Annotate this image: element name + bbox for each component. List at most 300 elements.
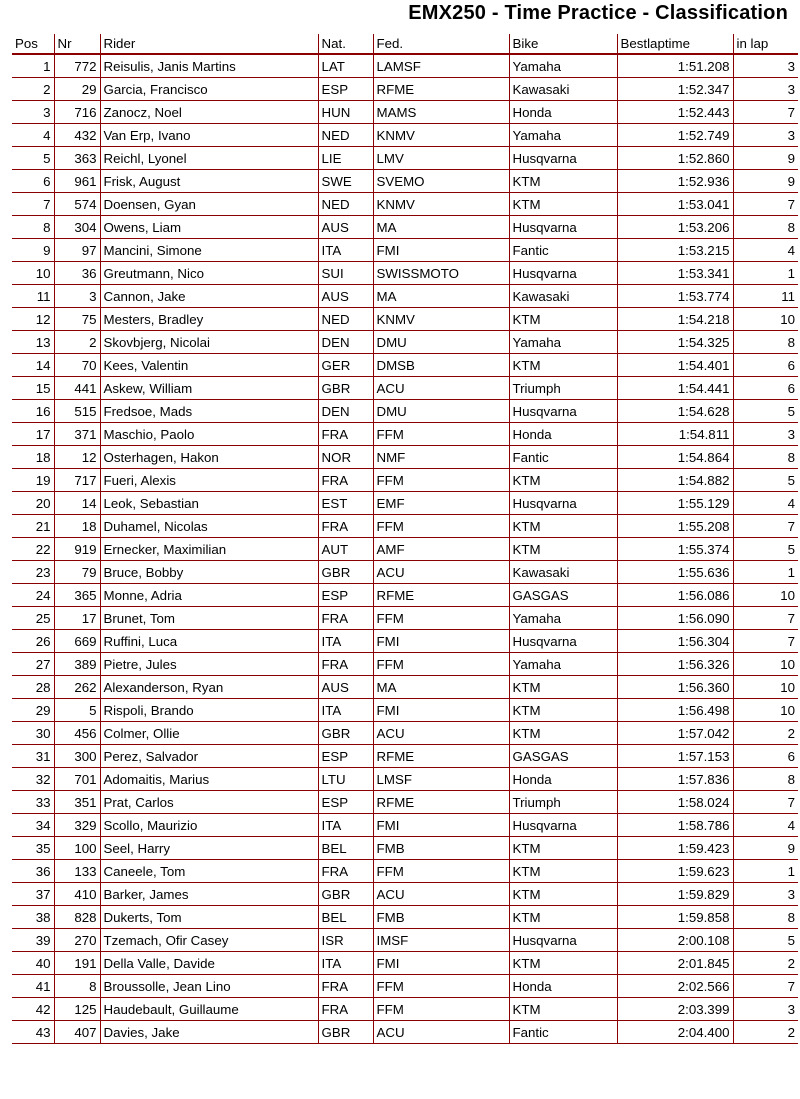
cell-nat: AUT bbox=[318, 538, 373, 561]
cell-nr: 304 bbox=[54, 216, 100, 239]
cell-nr: 701 bbox=[54, 768, 100, 791]
cell-pos: 37 bbox=[12, 883, 54, 906]
cell-in-lap: 3 bbox=[733, 54, 798, 78]
cell-nat: EST bbox=[318, 492, 373, 515]
cell-bestlaptime: 2:02.566 bbox=[617, 975, 733, 998]
cell-bike: KTM bbox=[509, 469, 617, 492]
cell-fed: RFME bbox=[373, 584, 509, 607]
cell-nr: 18 bbox=[54, 515, 100, 538]
cell-nr: 36 bbox=[54, 262, 100, 285]
cell-fed: AMF bbox=[373, 538, 509, 561]
cell-in-lap: 3 bbox=[733, 998, 798, 1021]
cell-bike: Honda bbox=[509, 975, 617, 998]
header-row bbox=[12, 34, 798, 54]
cell-fed: KNMV bbox=[373, 193, 509, 216]
cell-fed: DMU bbox=[373, 331, 509, 354]
cell-rider: Leok, Sebastian bbox=[100, 492, 318, 515]
cell-rider: Fredsoe, Mads bbox=[100, 400, 318, 423]
cell-nr: 441 bbox=[54, 377, 100, 400]
cell-bike: KTM bbox=[509, 676, 617, 699]
cell-bike: Kawasaki bbox=[509, 561, 617, 584]
cell-nr: 772 bbox=[54, 54, 100, 78]
cell-in-lap: 8 bbox=[733, 906, 798, 929]
table-row bbox=[12, 607, 798, 630]
table-row bbox=[12, 561, 798, 584]
table-row bbox=[12, 124, 798, 147]
cell-bestlaptime: 1:54.628 bbox=[617, 400, 733, 423]
cell-in-lap: 5 bbox=[733, 538, 798, 561]
cell-fed: DMSB bbox=[373, 354, 509, 377]
cell-rider: Della Valle, Davide bbox=[100, 952, 318, 975]
cell-pos: 20 bbox=[12, 492, 54, 515]
cell-rider: Osterhagen, Hakon bbox=[100, 446, 318, 469]
cell-pos: 7 bbox=[12, 193, 54, 216]
cell-bike: Triumph bbox=[509, 377, 617, 400]
table-row bbox=[12, 515, 798, 538]
cell-in-lap: 10 bbox=[733, 699, 798, 722]
cell-pos: 3 bbox=[12, 101, 54, 124]
cell-bestlaptime: 1:53.041 bbox=[617, 193, 733, 216]
cell-rider: Alexanderson, Ryan bbox=[100, 676, 318, 699]
cell-bike: KTM bbox=[509, 170, 617, 193]
cell-rider: Caneele, Tom bbox=[100, 860, 318, 883]
table-row bbox=[12, 1021, 798, 1044]
cell-in-lap: 8 bbox=[733, 446, 798, 469]
cell-pos: 22 bbox=[12, 538, 54, 561]
cell-in-lap: 10 bbox=[733, 653, 798, 676]
cell-nr: 410 bbox=[54, 883, 100, 906]
cell-bestlaptime: 1:55.374 bbox=[617, 538, 733, 561]
cell-nat: DEN bbox=[318, 331, 373, 354]
cell-nat: GER bbox=[318, 354, 373, 377]
cell-in-lap: 4 bbox=[733, 239, 798, 262]
table-row bbox=[12, 193, 798, 216]
cell-in-lap: 6 bbox=[733, 745, 798, 768]
cell-in-lap: 1 bbox=[733, 262, 798, 285]
cell-bike: Husqvarna bbox=[509, 147, 617, 170]
cell-nr: 432 bbox=[54, 124, 100, 147]
cell-rider: Perez, Salvador bbox=[100, 745, 318, 768]
cell-nat: GBR bbox=[318, 1021, 373, 1044]
cell-fed: FMI bbox=[373, 239, 509, 262]
cell-bestlaptime: 1:54.811 bbox=[617, 423, 733, 446]
cell-pos: 25 bbox=[12, 607, 54, 630]
cell-bestlaptime: 1:52.936 bbox=[617, 170, 733, 193]
cell-pos: 18 bbox=[12, 446, 54, 469]
header-fed: Fed. bbox=[373, 34, 509, 54]
header-bestlaptime: Bestlaptime bbox=[617, 34, 733, 54]
cell-nat: FRA bbox=[318, 515, 373, 538]
table-row bbox=[12, 883, 798, 906]
cell-nat: BEL bbox=[318, 906, 373, 929]
cell-fed: SVEMO bbox=[373, 170, 509, 193]
cell-fed: ACU bbox=[373, 561, 509, 584]
cell-bike: Honda bbox=[509, 768, 617, 791]
cell-bike: GASGAS bbox=[509, 584, 617, 607]
cell-bestlaptime: 1:53.341 bbox=[617, 262, 733, 285]
cell-in-lap: 7 bbox=[733, 101, 798, 124]
cell-nat: ESP bbox=[318, 791, 373, 814]
cell-nat: ITA bbox=[318, 952, 373, 975]
cell-bestlaptime: 1:58.024 bbox=[617, 791, 733, 814]
cell-pos: 35 bbox=[12, 837, 54, 860]
table-row bbox=[12, 239, 798, 262]
cell-fed: EMF bbox=[373, 492, 509, 515]
table-row bbox=[12, 262, 798, 285]
cell-rider: Davies, Jake bbox=[100, 1021, 318, 1044]
cell-nr: 133 bbox=[54, 860, 100, 883]
cell-nat: GBR bbox=[318, 377, 373, 400]
cell-bike: Fantic bbox=[509, 446, 617, 469]
cell-pos: 43 bbox=[12, 1021, 54, 1044]
table-row bbox=[12, 814, 798, 837]
cell-bestlaptime: 1:55.636 bbox=[617, 561, 733, 584]
cell-pos: 41 bbox=[12, 975, 54, 998]
cell-fed: RFME bbox=[373, 745, 509, 768]
cell-nat: LTU bbox=[318, 768, 373, 791]
cell-bike: Yamaha bbox=[509, 607, 617, 630]
cell-rider: Reisulis, Janis Martins bbox=[100, 54, 318, 78]
table-row bbox=[12, 745, 798, 768]
cell-pos: 30 bbox=[12, 722, 54, 745]
cell-nat: FRA bbox=[318, 975, 373, 998]
cell-in-lap: 1 bbox=[733, 561, 798, 584]
table-row bbox=[12, 469, 798, 492]
cell-nat: NED bbox=[318, 308, 373, 331]
cell-fed: IMSF bbox=[373, 929, 509, 952]
cell-pos: 40 bbox=[12, 952, 54, 975]
table-row bbox=[12, 975, 798, 998]
cell-in-lap: 3 bbox=[733, 78, 798, 101]
table-row bbox=[12, 653, 798, 676]
cell-nr: 300 bbox=[54, 745, 100, 768]
cell-fed: MA bbox=[373, 676, 509, 699]
table-row bbox=[12, 423, 798, 446]
cell-nr: 12 bbox=[54, 446, 100, 469]
table-row bbox=[12, 400, 798, 423]
cell-fed: FFM bbox=[373, 860, 509, 883]
cell-rider: Colmer, Ollie bbox=[100, 722, 318, 745]
cell-rider: Kees, Valentin bbox=[100, 354, 318, 377]
cell-bestlaptime: 1:52.860 bbox=[617, 147, 733, 170]
cell-in-lap: 10 bbox=[733, 584, 798, 607]
cell-rider: Zanocz, Noel bbox=[100, 101, 318, 124]
cell-nat: LAT bbox=[318, 54, 373, 78]
table-row bbox=[12, 952, 798, 975]
cell-in-lap: 7 bbox=[733, 193, 798, 216]
cell-pos: 19 bbox=[12, 469, 54, 492]
cell-fed: FMI bbox=[373, 952, 509, 975]
cell-in-lap: 4 bbox=[733, 814, 798, 837]
cell-in-lap: 9 bbox=[733, 837, 798, 860]
cell-pos: 5 bbox=[12, 147, 54, 170]
cell-in-lap: 9 bbox=[733, 170, 798, 193]
cell-nr: 14 bbox=[54, 492, 100, 515]
cell-fed: KNMV bbox=[373, 124, 509, 147]
table-row bbox=[12, 676, 798, 699]
cell-bestlaptime: 1:55.129 bbox=[617, 492, 733, 515]
cell-nr: 828 bbox=[54, 906, 100, 929]
cell-bike: KTM bbox=[509, 699, 617, 722]
cell-bestlaptime: 1:56.326 bbox=[617, 653, 733, 676]
cell-bike: Husqvarna bbox=[509, 262, 617, 285]
table-row bbox=[12, 331, 798, 354]
cell-rider: Doensen, Gyan bbox=[100, 193, 318, 216]
cell-nr: 270 bbox=[54, 929, 100, 952]
cell-rider: Adomaitis, Marius bbox=[100, 768, 318, 791]
cell-pos: 33 bbox=[12, 791, 54, 814]
cell-nat: ESP bbox=[318, 584, 373, 607]
cell-rider: Skovbjerg, Nicolai bbox=[100, 331, 318, 354]
cell-fed: LAMSF bbox=[373, 54, 509, 78]
cell-bike: KTM bbox=[509, 722, 617, 745]
cell-fed: FFM bbox=[373, 469, 509, 492]
cell-in-lap: 11 bbox=[733, 285, 798, 308]
cell-bike: Honda bbox=[509, 423, 617, 446]
cell-fed: MA bbox=[373, 285, 509, 308]
cell-bestlaptime: 1:57.042 bbox=[617, 722, 733, 745]
cell-fed: DMU bbox=[373, 400, 509, 423]
cell-in-lap: 3 bbox=[733, 883, 798, 906]
cell-bike: Husqvarna bbox=[509, 630, 617, 653]
cell-bike: KTM bbox=[509, 883, 617, 906]
header-in-lap: in lap bbox=[733, 34, 798, 54]
cell-bike: Honda bbox=[509, 101, 617, 124]
cell-nat: SUI bbox=[318, 262, 373, 285]
cell-bike: Yamaha bbox=[509, 331, 617, 354]
cell-pos: 27 bbox=[12, 653, 54, 676]
cell-bestlaptime: 2:01.845 bbox=[617, 952, 733, 975]
cell-in-lap: 6 bbox=[733, 354, 798, 377]
cell-in-lap: 2 bbox=[733, 1021, 798, 1044]
classification-table bbox=[12, 34, 798, 1044]
cell-fed: MAMS bbox=[373, 101, 509, 124]
cell-fed: NMF bbox=[373, 446, 509, 469]
cell-bestlaptime: 1:56.086 bbox=[617, 584, 733, 607]
cell-pos: 39 bbox=[12, 929, 54, 952]
cell-pos: 6 bbox=[12, 170, 54, 193]
cell-bike: KTM bbox=[509, 952, 617, 975]
cell-fed: RFME bbox=[373, 791, 509, 814]
cell-nr: 669 bbox=[54, 630, 100, 653]
table-row bbox=[12, 860, 798, 883]
cell-rider: Ernecker, Maximilian bbox=[100, 538, 318, 561]
cell-nr: 329 bbox=[54, 814, 100, 837]
cell-bestlaptime: 1:52.749 bbox=[617, 124, 733, 147]
cell-in-lap: 5 bbox=[733, 929, 798, 952]
cell-nat: AUS bbox=[318, 285, 373, 308]
cell-nr: 191 bbox=[54, 952, 100, 975]
cell-nat: HUN bbox=[318, 101, 373, 124]
cell-nr: 919 bbox=[54, 538, 100, 561]
table-row bbox=[12, 998, 798, 1021]
cell-nat: FRA bbox=[318, 423, 373, 446]
cell-nat: SWE bbox=[318, 170, 373, 193]
cell-bike: Triumph bbox=[509, 791, 617, 814]
cell-rider: Haudebault, Guillaume bbox=[100, 998, 318, 1021]
cell-nr: 2 bbox=[54, 331, 100, 354]
cell-bike: Husqvarna bbox=[509, 814, 617, 837]
cell-in-lap: 7 bbox=[733, 975, 798, 998]
cell-bike: Kawasaki bbox=[509, 285, 617, 308]
cell-rider: Duhamel, Nicolas bbox=[100, 515, 318, 538]
cell-fed: FMB bbox=[373, 906, 509, 929]
cell-bestlaptime: 1:54.441 bbox=[617, 377, 733, 400]
cell-rider: Prat, Carlos bbox=[100, 791, 318, 814]
cell-bestlaptime: 1:59.623 bbox=[617, 860, 733, 883]
cell-rider: Ruffini, Luca bbox=[100, 630, 318, 653]
cell-bike: Yamaha bbox=[509, 653, 617, 676]
cell-pos: 24 bbox=[12, 584, 54, 607]
cell-bestlaptime: 1:56.090 bbox=[617, 607, 733, 630]
cell-nr: 363 bbox=[54, 147, 100, 170]
cell-rider: Brunet, Tom bbox=[100, 607, 318, 630]
table-row bbox=[12, 538, 798, 561]
cell-bike: Kawasaki bbox=[509, 78, 617, 101]
cell-nat: FRA bbox=[318, 653, 373, 676]
cell-bike: KTM bbox=[509, 308, 617, 331]
cell-rider: Mancini, Simone bbox=[100, 239, 318, 262]
cell-rider: Cannon, Jake bbox=[100, 285, 318, 308]
cell-fed: KNMV bbox=[373, 308, 509, 331]
cell-nr: 8 bbox=[54, 975, 100, 998]
cell-bike: KTM bbox=[509, 193, 617, 216]
cell-fed: ACU bbox=[373, 377, 509, 400]
cell-bestlaptime: 1:56.304 bbox=[617, 630, 733, 653]
cell-nr: 97 bbox=[54, 239, 100, 262]
cell-bestlaptime: 2:03.399 bbox=[617, 998, 733, 1021]
table-row bbox=[12, 285, 798, 308]
table-row bbox=[12, 492, 798, 515]
cell-nr: 17 bbox=[54, 607, 100, 630]
cell-pos: 15 bbox=[12, 377, 54, 400]
cell-nr: 389 bbox=[54, 653, 100, 676]
cell-bestlaptime: 1:54.864 bbox=[617, 446, 733, 469]
cell-rider: Seel, Harry bbox=[100, 837, 318, 860]
cell-pos: 2 bbox=[12, 78, 54, 101]
cell-nat: FRA bbox=[318, 860, 373, 883]
cell-nr: 5 bbox=[54, 699, 100, 722]
cell-bike: Husqvarna bbox=[509, 216, 617, 239]
cell-in-lap: 7 bbox=[733, 630, 798, 653]
cell-pos: 32 bbox=[12, 768, 54, 791]
cell-in-lap: 10 bbox=[733, 308, 798, 331]
cell-bestlaptime: 1:58.786 bbox=[617, 814, 733, 837]
cell-rider: Broussolle, Jean Lino bbox=[100, 975, 318, 998]
cell-nr: 407 bbox=[54, 1021, 100, 1044]
cell-nr: 961 bbox=[54, 170, 100, 193]
cell-in-lap: 8 bbox=[733, 768, 798, 791]
cell-rider: Monne, Adria bbox=[100, 584, 318, 607]
cell-nat: ITA bbox=[318, 630, 373, 653]
cell-bestlaptime: 1:59.829 bbox=[617, 883, 733, 906]
cell-fed: FFM bbox=[373, 653, 509, 676]
table-row bbox=[12, 929, 798, 952]
table-row bbox=[12, 584, 798, 607]
cell-bestlaptime: 1:54.882 bbox=[617, 469, 733, 492]
cell-in-lap: 3 bbox=[733, 124, 798, 147]
table-row bbox=[12, 101, 798, 124]
cell-fed: FFM bbox=[373, 423, 509, 446]
cell-bike: KTM bbox=[509, 837, 617, 860]
cell-bike: Fantic bbox=[509, 239, 617, 262]
cell-nat: GBR bbox=[318, 722, 373, 745]
cell-nr: 371 bbox=[54, 423, 100, 446]
cell-bestlaptime: 1:56.360 bbox=[617, 676, 733, 699]
cell-rider: Tzemach, Ofir Casey bbox=[100, 929, 318, 952]
cell-in-lap: 5 bbox=[733, 400, 798, 423]
cell-bestlaptime: 1:54.401 bbox=[617, 354, 733, 377]
header-pos: Pos bbox=[12, 34, 54, 54]
cell-pos: 38 bbox=[12, 906, 54, 929]
cell-bike: KTM bbox=[509, 515, 617, 538]
cell-fed: ACU bbox=[373, 883, 509, 906]
cell-bestlaptime: 1:57.153 bbox=[617, 745, 733, 768]
table-row bbox=[12, 170, 798, 193]
cell-pos: 14 bbox=[12, 354, 54, 377]
cell-pos: 21 bbox=[12, 515, 54, 538]
cell-in-lap: 10 bbox=[733, 676, 798, 699]
cell-fed: FMI bbox=[373, 699, 509, 722]
cell-fed: FMI bbox=[373, 814, 509, 837]
table-row bbox=[12, 446, 798, 469]
cell-in-lap: 4 bbox=[733, 492, 798, 515]
cell-bestlaptime: 1:56.498 bbox=[617, 699, 733, 722]
cell-bike: GASGAS bbox=[509, 745, 617, 768]
cell-pos: 4 bbox=[12, 124, 54, 147]
header-bike: Bike bbox=[509, 34, 617, 54]
table-row bbox=[12, 147, 798, 170]
cell-fed: FFM bbox=[373, 607, 509, 630]
cell-bestlaptime: 1:57.836 bbox=[617, 768, 733, 791]
cell-nr: 365 bbox=[54, 584, 100, 607]
cell-nat: ITA bbox=[318, 239, 373, 262]
cell-nr: 574 bbox=[54, 193, 100, 216]
cell-pos: 11 bbox=[12, 285, 54, 308]
cell-rider: Dukerts, Tom bbox=[100, 906, 318, 929]
cell-pos: 10 bbox=[12, 262, 54, 285]
cell-nat: BEL bbox=[318, 837, 373, 860]
cell-bestlaptime: 2:00.108 bbox=[617, 929, 733, 952]
cell-fed: SWISSMOTO bbox=[373, 262, 509, 285]
cell-pos: 9 bbox=[12, 239, 54, 262]
cell-nat: AUS bbox=[318, 676, 373, 699]
table-row bbox=[12, 216, 798, 239]
cell-bestlaptime: 1:53.774 bbox=[617, 285, 733, 308]
cell-bestlaptime: 1:54.325 bbox=[617, 331, 733, 354]
cell-rider: Bruce, Bobby bbox=[100, 561, 318, 584]
cell-in-lap: 7 bbox=[733, 607, 798, 630]
cell-nr: 3 bbox=[54, 285, 100, 308]
cell-fed: FFM bbox=[373, 998, 509, 1021]
cell-fed: RFME bbox=[373, 78, 509, 101]
cell-nr: 125 bbox=[54, 998, 100, 1021]
cell-bike: KTM bbox=[509, 354, 617, 377]
cell-bike: Yamaha bbox=[509, 54, 617, 78]
cell-rider: Van Erp, Ivano bbox=[100, 124, 318, 147]
cell-nat: GBR bbox=[318, 561, 373, 584]
cell-bestlaptime: 1:51.208 bbox=[617, 54, 733, 78]
cell-fed: ACU bbox=[373, 1021, 509, 1044]
header-rider: Rider bbox=[100, 34, 318, 54]
cell-nr: 75 bbox=[54, 308, 100, 331]
cell-fed: FFM bbox=[373, 515, 509, 538]
cell-nr: 262 bbox=[54, 676, 100, 699]
cell-fed: FMB bbox=[373, 837, 509, 860]
cell-nr: 717 bbox=[54, 469, 100, 492]
cell-pos: 34 bbox=[12, 814, 54, 837]
cell-bestlaptime: 2:04.400 bbox=[617, 1021, 733, 1044]
